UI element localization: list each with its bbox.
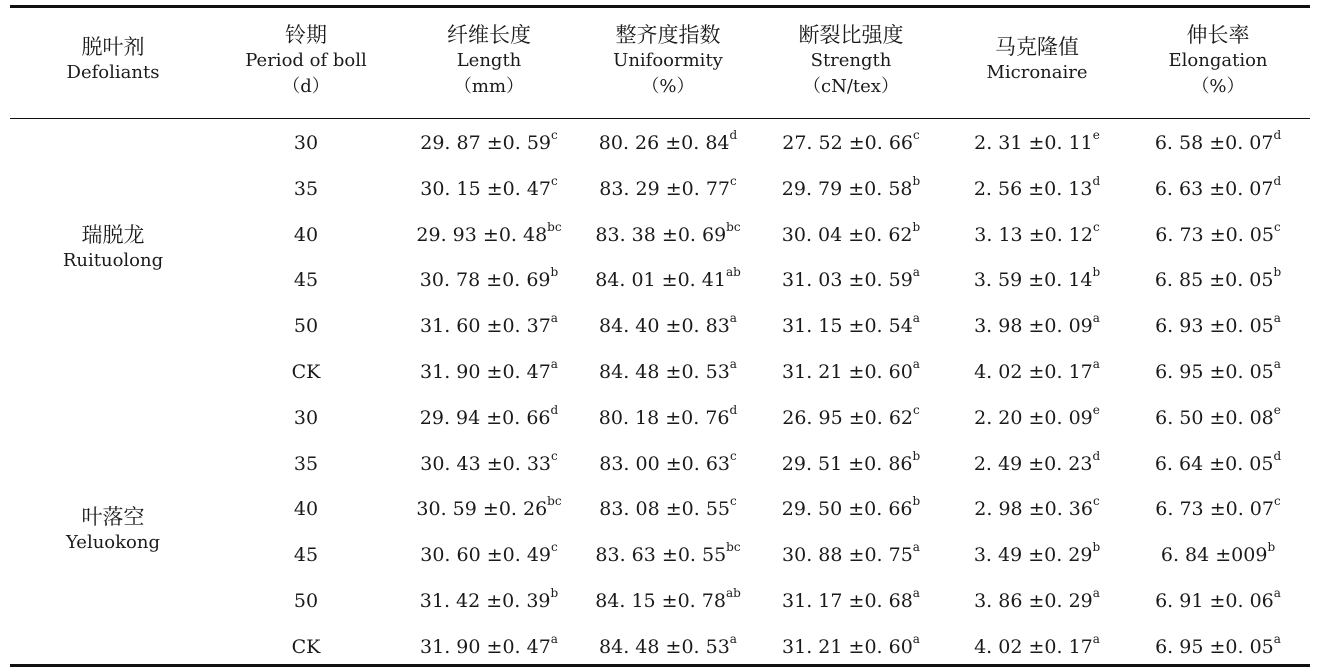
significance-letter: a <box>550 311 558 326</box>
significance-letter: d <box>1273 448 1282 463</box>
significance-letter: b <box>912 173 921 188</box>
value-cell <box>416 494 562 521</box>
value-text: 2. 31 ±0. 11 <box>974 132 1093 154</box>
significance-letter: e <box>1273 402 1281 417</box>
value-cell <box>974 357 1100 383</box>
significance-letter: b <box>912 219 921 234</box>
column-header-zh: 马克隆值 <box>995 35 1079 59</box>
period-cell: 30 <box>293 132 319 154</box>
value-cell <box>420 128 558 154</box>
value-text: 4. 02 ±0. 17 <box>974 635 1093 658</box>
value-text: 3. 49 ±0. 29 <box>973 544 1093 567</box>
value-cell <box>419 586 559 612</box>
value-cell <box>782 311 920 338</box>
value-text: 30. 78 ±0. 69 <box>419 269 551 292</box>
value-text: 83. 63 ±0. 55 <box>595 544 727 567</box>
significance-letter: a <box>1273 586 1281 600</box>
significance-letter: c <box>551 448 558 463</box>
group-label-zh: 叶落空 <box>81 505 145 529</box>
significance-letter: c <box>1273 219 1281 234</box>
table-bottom-rule <box>10 664 1310 667</box>
value-text: 29. 50 ±0. 66 <box>781 498 913 521</box>
column-header <box>1169 22 1268 100</box>
value-text: 27. 52 ±0. 66 <box>782 132 914 154</box>
value-cell <box>781 448 921 475</box>
value-text: 84. 48 ±0. 53 <box>599 361 730 383</box>
value-cell <box>598 128 738 154</box>
value-cell <box>974 219 1100 246</box>
value-cell <box>782 402 920 429</box>
column-header-en: Strength <box>810 50 892 71</box>
value-text: 29. 93 ±0. 48 <box>416 223 548 246</box>
column-header-en: Period of boll <box>245 50 367 71</box>
value-text: 3. 13 ±0. 12 <box>974 223 1093 246</box>
column-header <box>67 34 160 86</box>
column-header <box>986 34 1087 86</box>
significance-letter: a <box>729 631 737 646</box>
value-text: 30. 43 ±0. 33 <box>420 452 552 475</box>
value-text: 84. 01 ±0. 41 <box>595 269 726 292</box>
value-text: 31. 90 ±0. 47 <box>420 635 551 658</box>
significance-letter: c <box>730 448 737 463</box>
value-cell <box>974 494 1100 521</box>
table-header-rule <box>10 118 1310 119</box>
value-cell <box>420 173 558 200</box>
value-cell <box>973 173 1101 200</box>
significance-letter: a <box>912 586 920 600</box>
value-cell <box>781 219 921 246</box>
value-text: 6. 93 ±0. 05 <box>1155 315 1274 338</box>
significance-letter: b <box>1092 265 1101 280</box>
value-cell <box>595 265 741 292</box>
value-text: 6. 63 ±0. 07 <box>1154 177 1274 200</box>
significance-letter: c <box>730 173 737 188</box>
value-text: 84. 15 ±0. 78 <box>595 590 726 612</box>
value-text: 30. 60 ±0. 49 <box>420 544 552 567</box>
significance-letter: ab <box>725 586 741 600</box>
significance-letter: d <box>1092 173 1101 188</box>
value-text: 29. 87 ±0. 59 <box>420 132 552 154</box>
value-cell <box>599 311 737 338</box>
value-cell <box>1155 311 1281 338</box>
value-cell <box>1155 402 1281 429</box>
value-cell <box>782 357 920 383</box>
significance-letter: b <box>1273 265 1282 280</box>
value-text: 83. 08 ±0. 55 <box>599 498 731 521</box>
value-cell <box>599 357 737 383</box>
significance-letter: a <box>1092 586 1100 600</box>
value-text: 31. 03 ±0. 59 <box>782 269 913 292</box>
value-cell <box>974 631 1100 658</box>
value-text: 31. 42 ±0. 39 <box>419 590 551 612</box>
significance-letter: e <box>1092 402 1100 417</box>
column-header-unit: （d） <box>282 76 330 97</box>
period-cell: CK <box>291 361 321 383</box>
value-text: 6. 95 ±0. 05 <box>1155 361 1274 383</box>
significance-letter: b <box>1267 540 1276 555</box>
table-top-rule <box>10 5 1310 8</box>
significance-letter: a <box>912 357 920 371</box>
value-text: 80. 26 ±0. 84 <box>598 132 730 154</box>
column-header-unit: （%） <box>1191 76 1245 97</box>
significance-letter: ab <box>725 265 741 280</box>
significance-letter: b <box>912 494 921 509</box>
value-text: 31. 21 ±0. 60 <box>782 361 913 383</box>
value-cell <box>595 540 741 567</box>
value-text: 31. 60 ±0. 37 <box>420 315 551 338</box>
value-cell <box>419 402 559 429</box>
value-text: 31. 17 ±0. 68 <box>782 590 913 612</box>
value-text: 6. 84 ±009 <box>1160 544 1268 567</box>
column-header-en: Defoliants <box>66 62 160 83</box>
value-cell <box>1154 173 1282 200</box>
value-text: 26. 95 ±0. 62 <box>782 406 914 429</box>
value-text: 6. 64 ±0. 05 <box>1154 452 1274 475</box>
group-label-en: Yeluokong <box>65 532 161 553</box>
period-cell: 35 <box>293 452 319 475</box>
significance-letter: c <box>1092 219 1100 234</box>
value-cell <box>782 265 920 292</box>
period-cell: 40 <box>293 498 319 521</box>
value-cell <box>420 540 558 567</box>
value-text: 30. 15 ±0. 47 <box>420 177 552 200</box>
column-header-zh: 断裂比强度 <box>798 23 904 47</box>
value-cell <box>420 448 558 475</box>
column-header-unit: （mm） <box>453 76 525 97</box>
significance-letter: a <box>912 265 920 280</box>
significance-letter: a <box>1092 631 1100 646</box>
significance-letter: bc <box>547 494 562 509</box>
value-cell <box>974 128 1100 154</box>
significance-letter: c <box>551 540 558 555</box>
value-text: 6. 91 ±0. 06 <box>1155 590 1274 612</box>
value-cell <box>1155 631 1281 658</box>
value-text: 84. 40 ±0. 83 <box>599 315 730 338</box>
value-cell <box>1155 586 1281 612</box>
column-header <box>799 22 904 100</box>
significance-letter: d <box>1273 128 1282 142</box>
value-text: 83. 29 ±0. 77 <box>599 177 731 200</box>
column-header <box>447 22 531 100</box>
value-text: 6. 58 ±0. 07 <box>1154 132 1274 154</box>
period-cell: 50 <box>293 315 319 338</box>
value-cell <box>419 265 559 292</box>
significance-letter: c <box>1092 494 1100 509</box>
significance-letter: b <box>1092 540 1101 555</box>
group-label-en: Ruituolong <box>62 250 164 272</box>
value-text: 2. 98 ±0. 36 <box>974 498 1093 521</box>
value-cell <box>782 540 920 567</box>
column-header <box>245 22 367 100</box>
value-cell <box>782 586 920 612</box>
significance-letter: a <box>912 311 920 326</box>
significance-letter: b <box>912 448 921 463</box>
significance-letter: d <box>1273 173 1282 188</box>
significance-letter: a <box>1092 357 1100 371</box>
significance-letter: a <box>729 311 737 326</box>
significance-letter: bc <box>726 540 741 555</box>
significance-letter: d <box>1092 448 1101 463</box>
period-cell: CK <box>291 635 321 658</box>
significance-letter: b <box>550 265 559 280</box>
column-header-en: Unifoormity <box>613 50 723 71</box>
value-text: 83. 00 ±0. 63 <box>599 452 731 475</box>
value-text: 3. 59 ±0. 14 <box>973 269 1093 292</box>
value-text: 29. 94 ±0. 66 <box>419 406 551 429</box>
value-cell <box>973 448 1101 475</box>
significance-letter: c <box>551 173 558 188</box>
significance-letter: bc <box>547 219 562 234</box>
significance-letter: a <box>912 631 920 646</box>
value-text: 29. 79 ±0. 58 <box>781 177 913 200</box>
significance-letter: d <box>729 128 738 142</box>
value-cell <box>781 494 921 521</box>
value-text: 3. 98 ±0. 09 <box>974 315 1093 338</box>
value-cell <box>599 631 737 658</box>
value-cell <box>974 402 1100 429</box>
value-cell <box>420 311 558 338</box>
value-text: 6. 50 ±0. 08 <box>1155 406 1274 429</box>
value-text: 83. 38 ±0. 69 <box>595 223 727 246</box>
value-cell <box>1154 448 1282 475</box>
value-cell <box>1155 357 1281 383</box>
value-text: 29. 51 ±0. 86 <box>781 452 913 475</box>
column-header-unit: （%） <box>641 76 695 97</box>
significance-letter: c <box>551 128 558 142</box>
value-cell <box>595 219 741 246</box>
significance-letter: a <box>550 357 558 371</box>
period-cell: 45 <box>293 544 319 567</box>
column-header-zh: 伸长率 <box>1186 23 1250 47</box>
column-header-zh: 纤维长度 <box>447 23 531 47</box>
column-header-zh: 整齐度指数 <box>615 23 721 47</box>
period-cell: 50 <box>293 590 319 612</box>
significance-letter: d <box>729 402 738 417</box>
significance-letter: a <box>1273 357 1281 371</box>
column-header-unit: （cN/tex） <box>803 76 899 97</box>
value-text: 2. 49 ±0. 23 <box>973 452 1093 475</box>
value-text: 2. 56 ±0. 13 <box>973 177 1093 200</box>
value-cell <box>420 631 558 658</box>
value-cell <box>416 219 562 246</box>
group-label-zh: 瑞脱龙 <box>81 223 145 248</box>
value-text: 80. 18 ±0. 76 <box>598 406 730 429</box>
value-text: 30. 59 ±0. 26 <box>416 498 548 521</box>
significance-letter: a <box>1273 631 1281 646</box>
period-cell: 30 <box>293 406 319 429</box>
group-label <box>66 504 160 556</box>
value-cell <box>973 265 1101 292</box>
value-cell <box>599 494 737 521</box>
value-cell <box>598 402 738 429</box>
value-cell <box>973 540 1101 567</box>
significance-letter: e <box>1092 128 1100 142</box>
value-text: 6. 85 ±0. 05 <box>1154 269 1274 292</box>
period-cell: 40 <box>293 223 319 246</box>
column-header-zh: 脱叶剂 <box>81 35 145 59</box>
value-cell <box>974 311 1100 338</box>
period-cell: 35 <box>293 177 319 200</box>
value-cell <box>595 586 741 612</box>
value-text: 6. 73 ±0. 05 <box>1155 223 1274 246</box>
value-cell <box>782 128 920 154</box>
value-cell <box>599 448 737 475</box>
significance-letter: a <box>550 631 558 646</box>
value-cell <box>599 173 737 200</box>
value-cell <box>781 173 921 200</box>
column-header-en: Micronaire <box>986 62 1088 83</box>
value-text: 6. 95 ±0. 05 <box>1155 635 1274 658</box>
significance-letter: bc <box>726 219 741 234</box>
value-text: 30. 88 ±0. 75 <box>782 544 913 567</box>
value-cell <box>1154 128 1282 154</box>
value-text: 31. 15 ±0. 54 <box>782 315 913 338</box>
significance-letter: d <box>550 402 559 417</box>
significance-letter: c <box>1273 494 1281 509</box>
value-text: 31. 90 ±0. 47 <box>420 361 551 383</box>
period-cell: 45 <box>293 269 319 292</box>
group-label <box>63 222 163 274</box>
significance-letter: a <box>912 540 920 555</box>
value-text: 31. 21 ±0. 60 <box>782 635 913 658</box>
column-header-en: Length <box>456 50 522 71</box>
value-text: 4. 02 ±0. 17 <box>974 361 1093 383</box>
significance-letter: a <box>1273 311 1281 326</box>
column-header <box>613 22 723 100</box>
value-text: 6. 73 ±0. 07 <box>1155 498 1274 521</box>
value-cell <box>1155 219 1281 246</box>
significance-letter: c <box>913 128 920 142</box>
value-cell <box>1160 540 1276 567</box>
value-cell <box>1155 494 1281 521</box>
value-text: 30. 04 ±0. 62 <box>781 223 913 246</box>
value-cell <box>1154 265 1282 292</box>
significance-letter: a <box>729 357 737 371</box>
column-header-zh: 铃期 <box>285 23 327 47</box>
value-text: 84. 48 ±0. 53 <box>599 635 730 658</box>
value-cell <box>974 586 1100 612</box>
significance-letter: c <box>913 402 920 417</box>
value-text: 2. 20 ±0. 09 <box>974 406 1093 429</box>
value-cell <box>782 631 920 658</box>
column-header-en: Elongation <box>1168 50 1268 71</box>
significance-letter: c <box>730 494 737 509</box>
significance-letter: a <box>1092 311 1100 326</box>
value-text: 3. 86 ±0. 29 <box>974 590 1093 612</box>
significance-letter: b <box>550 586 559 600</box>
value-cell <box>420 357 558 383</box>
